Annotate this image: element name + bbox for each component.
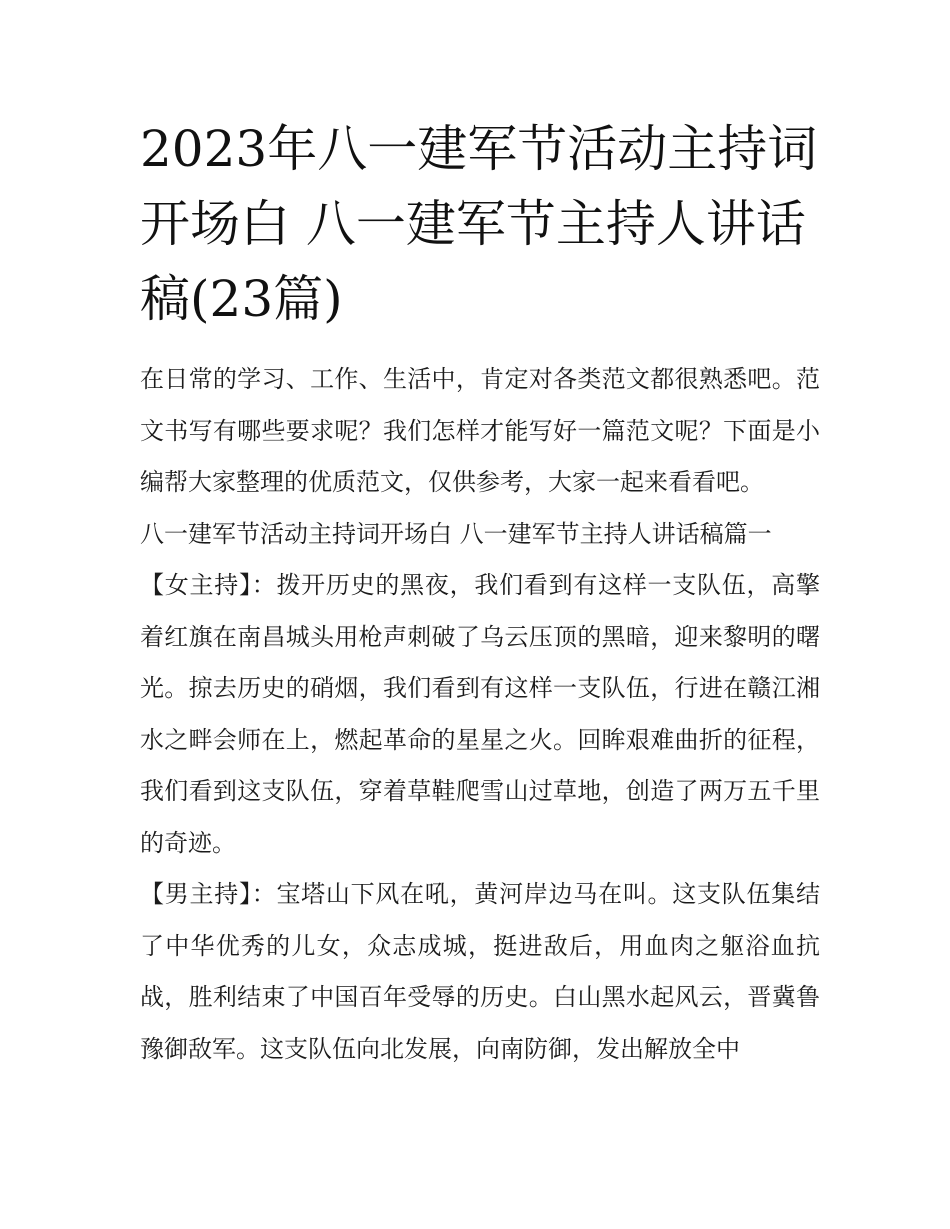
female-host-paragraph: 【女主持】：拨开历史的黑夜，我们看到有这样一支队伍，高擎着红旗在南昌城头用枪声刺破了乌云压顶的黑暗，迎来黎明的曙光。掠去历史的硝烟，我们看到有这样一支队伍，行进在赣江湘水之畔会师在上，燃起革命的星星之火。回眸艰难曲折的征程，我们看到这支队伍，穿着草鞋爬雪山过草地，创造了两万五千里的奇迹。 xyxy=(140,571,820,857)
document-title: 2023年八一建军节活动主持词开场白 八一建军节主持人讲话稿(23篇) xyxy=(140,120,818,328)
intro-paragraph: 在日常的学习、工作、生活中，肯定对各类范文都很熟悉吧。范文书写有哪些要求呢？我们怎样才能写好一篇范文呢？下面是小编帮大家整理的优质范文，仅供参考，大家一起来看看吧。 xyxy=(140,365,820,496)
section-heading: 八一建军节活动主持词开场白 八一建军节主持人讲话稿篇一 xyxy=(140,519,772,548)
document-body xyxy=(140,354,820,1075)
male-host-paragraph: 【男主持】：宝塔山下风在吼，黄河岸边马在叫。这支队伍集结了中华优秀的儿女，众志成城，挺进敌后，用血肉之躯浴血抗战，胜利结束了中国百年受辱的历史。白山黑水起风云，晋冀鲁豫御敌军。这支队伍向北发展，向南防御，发出解放全中 xyxy=(140,880,820,1063)
